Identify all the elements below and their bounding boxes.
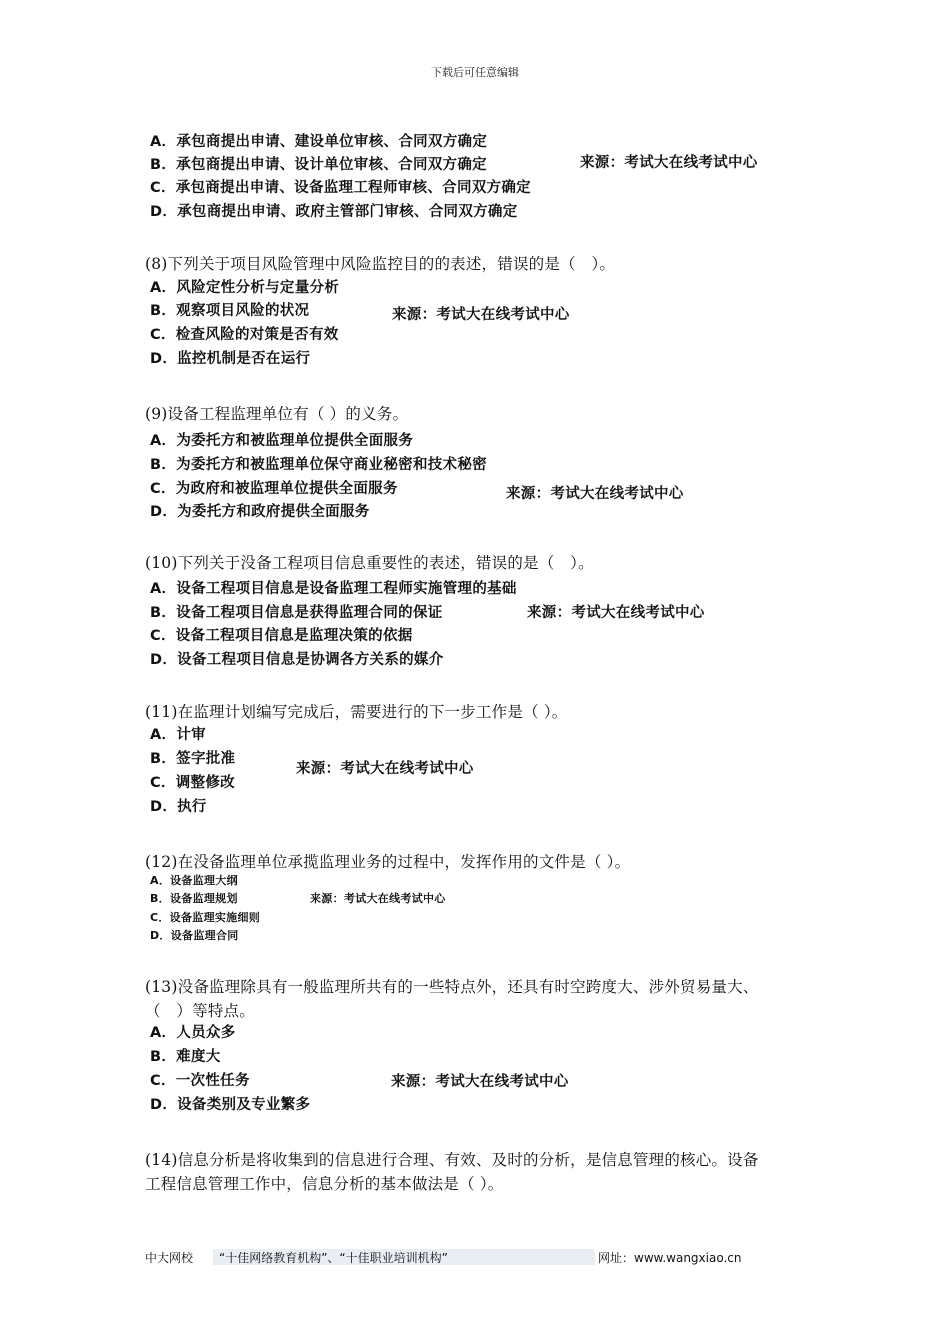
question-9: (9)设备工程监理单位有（ ）的义务。 — [145, 405, 409, 423]
page-footer — [145, 1249, 745, 1267]
source-label: 来源：考试大在线考试中心 — [310, 892, 446, 905]
option-8c: C．检查风险的对策是否有效 — [150, 327, 339, 343]
question-14-line2: 工程信息管理工作中，信息分析的基本做法是（ ）。 — [145, 1175, 504, 1193]
option-11d: D．执行 — [150, 799, 207, 815]
option-10a: A．设备工程项目信息是设备监理工程师实施管理的基础 — [150, 581, 517, 597]
option-7b: B．承包商提出申请、设计单位审核、合同双方确定 — [150, 157, 487, 173]
option-13c: C．一次性任务 — [150, 1073, 250, 1089]
option-13b: B．难度大 — [150, 1049, 221, 1065]
option-12d: D．设备监理合同 — [150, 929, 239, 942]
option-10c: C．设备工程项目信息是监理决策的依据 — [150, 628, 413, 644]
option-8a: A．风险定性分析与定量分析 — [150, 280, 340, 296]
option-12c: C．设备监理实施细则 — [150, 911, 261, 924]
source-label: 来源：考试大在线考试中心 — [527, 605, 705, 621]
source-label: 来源：考试大在线考试中心 — [391, 1074, 569, 1090]
option-12a: A．设备监理大纲 — [150, 874, 238, 887]
option-7c: C．承包商提出申请、设备监理工程师审核、合同双方确定 — [150, 180, 531, 196]
option-9a: A．为委托方和被监理单位提供全面服务 — [150, 433, 414, 449]
option-9c: C．为政府和被监理单位提供全面服务 — [150, 481, 398, 497]
option-13a: A．人员众多 — [150, 1025, 236, 1041]
source-label: 来源：考试大在线考试中心 — [296, 761, 474, 777]
option-13d: D．设备类别及专业繁多 — [150, 1097, 311, 1113]
question-8: (8)下列关于项目风险管理中风险监控目的的表述，错误的是（ ）。 — [145, 255, 616, 273]
footer-slogan: “十佳网络教育机构”、“十佳职业培训机构” — [213, 1249, 595, 1265]
option-11c: C．调整修改 — [150, 775, 235, 791]
source-label: 来源：考试大在线考试中心 — [580, 155, 758, 171]
option-11b: B．签字批准 — [150, 751, 236, 767]
option-11a: A．计审 — [150, 727, 206, 743]
source-label: 来源：考试大在线考试中心 — [392, 307, 570, 323]
footer-website: 网址：www.wangxiao.cn — [598, 1251, 742, 1265]
option-10d: D．设备工程项目信息是协调各方关系的媒介 — [150, 652, 444, 668]
option-9b: B．为委托方和被监理单位保守商业秘密和技术秘密 — [150, 457, 487, 473]
question-14-line1: (14)信息分析是将收集到的信息进行合理、有效、及时的分析，是信息管理的核心。设备 — [145, 1151, 759, 1169]
question-11: (11)在监理计划编写完成后，需要进行的下一步工作是（ ）。 — [145, 703, 568, 721]
source-label: 来源：考试大在线考试中心 — [506, 486, 684, 502]
question-10: (10)下列关于没备工程项目信息重要性的表述，错误的是（ ）。 — [145, 554, 594, 572]
option-9d: D．为委托方和政府提供全面服务 — [150, 504, 370, 520]
page-header: 下载后可任意编辑 — [431, 66, 519, 79]
question-13-line2: （ ）等特点。 — [145, 1002, 255, 1020]
option-7d: D．承包商提出申请、政府主管部门审核、合同双方确定 — [150, 204, 518, 220]
option-8d: D．监控机制是否在运行 — [150, 351, 311, 367]
footer-school: 中大网校 — [145, 1251, 194, 1265]
question-13-line1: (13)没备监理除具有一般监理所共有的一些特点外，还具有时空跨度大、涉外贸易量大、 — [145, 978, 759, 996]
option-7a: A．承包商提出申请、建设单位审核、合同双方确定 — [150, 134, 488, 150]
option-10b: B．设备工程项目信息是获得监理合同的保证 — [150, 605, 443, 621]
question-12: (12)在没备监理单位承揽监理业务的过程中，发挥作用的文件是（ ）。 — [145, 853, 631, 871]
option-8b: B．观察项目风险的状况 — [150, 303, 310, 319]
option-12b: B．设备监理规划 — [150, 892, 238, 905]
